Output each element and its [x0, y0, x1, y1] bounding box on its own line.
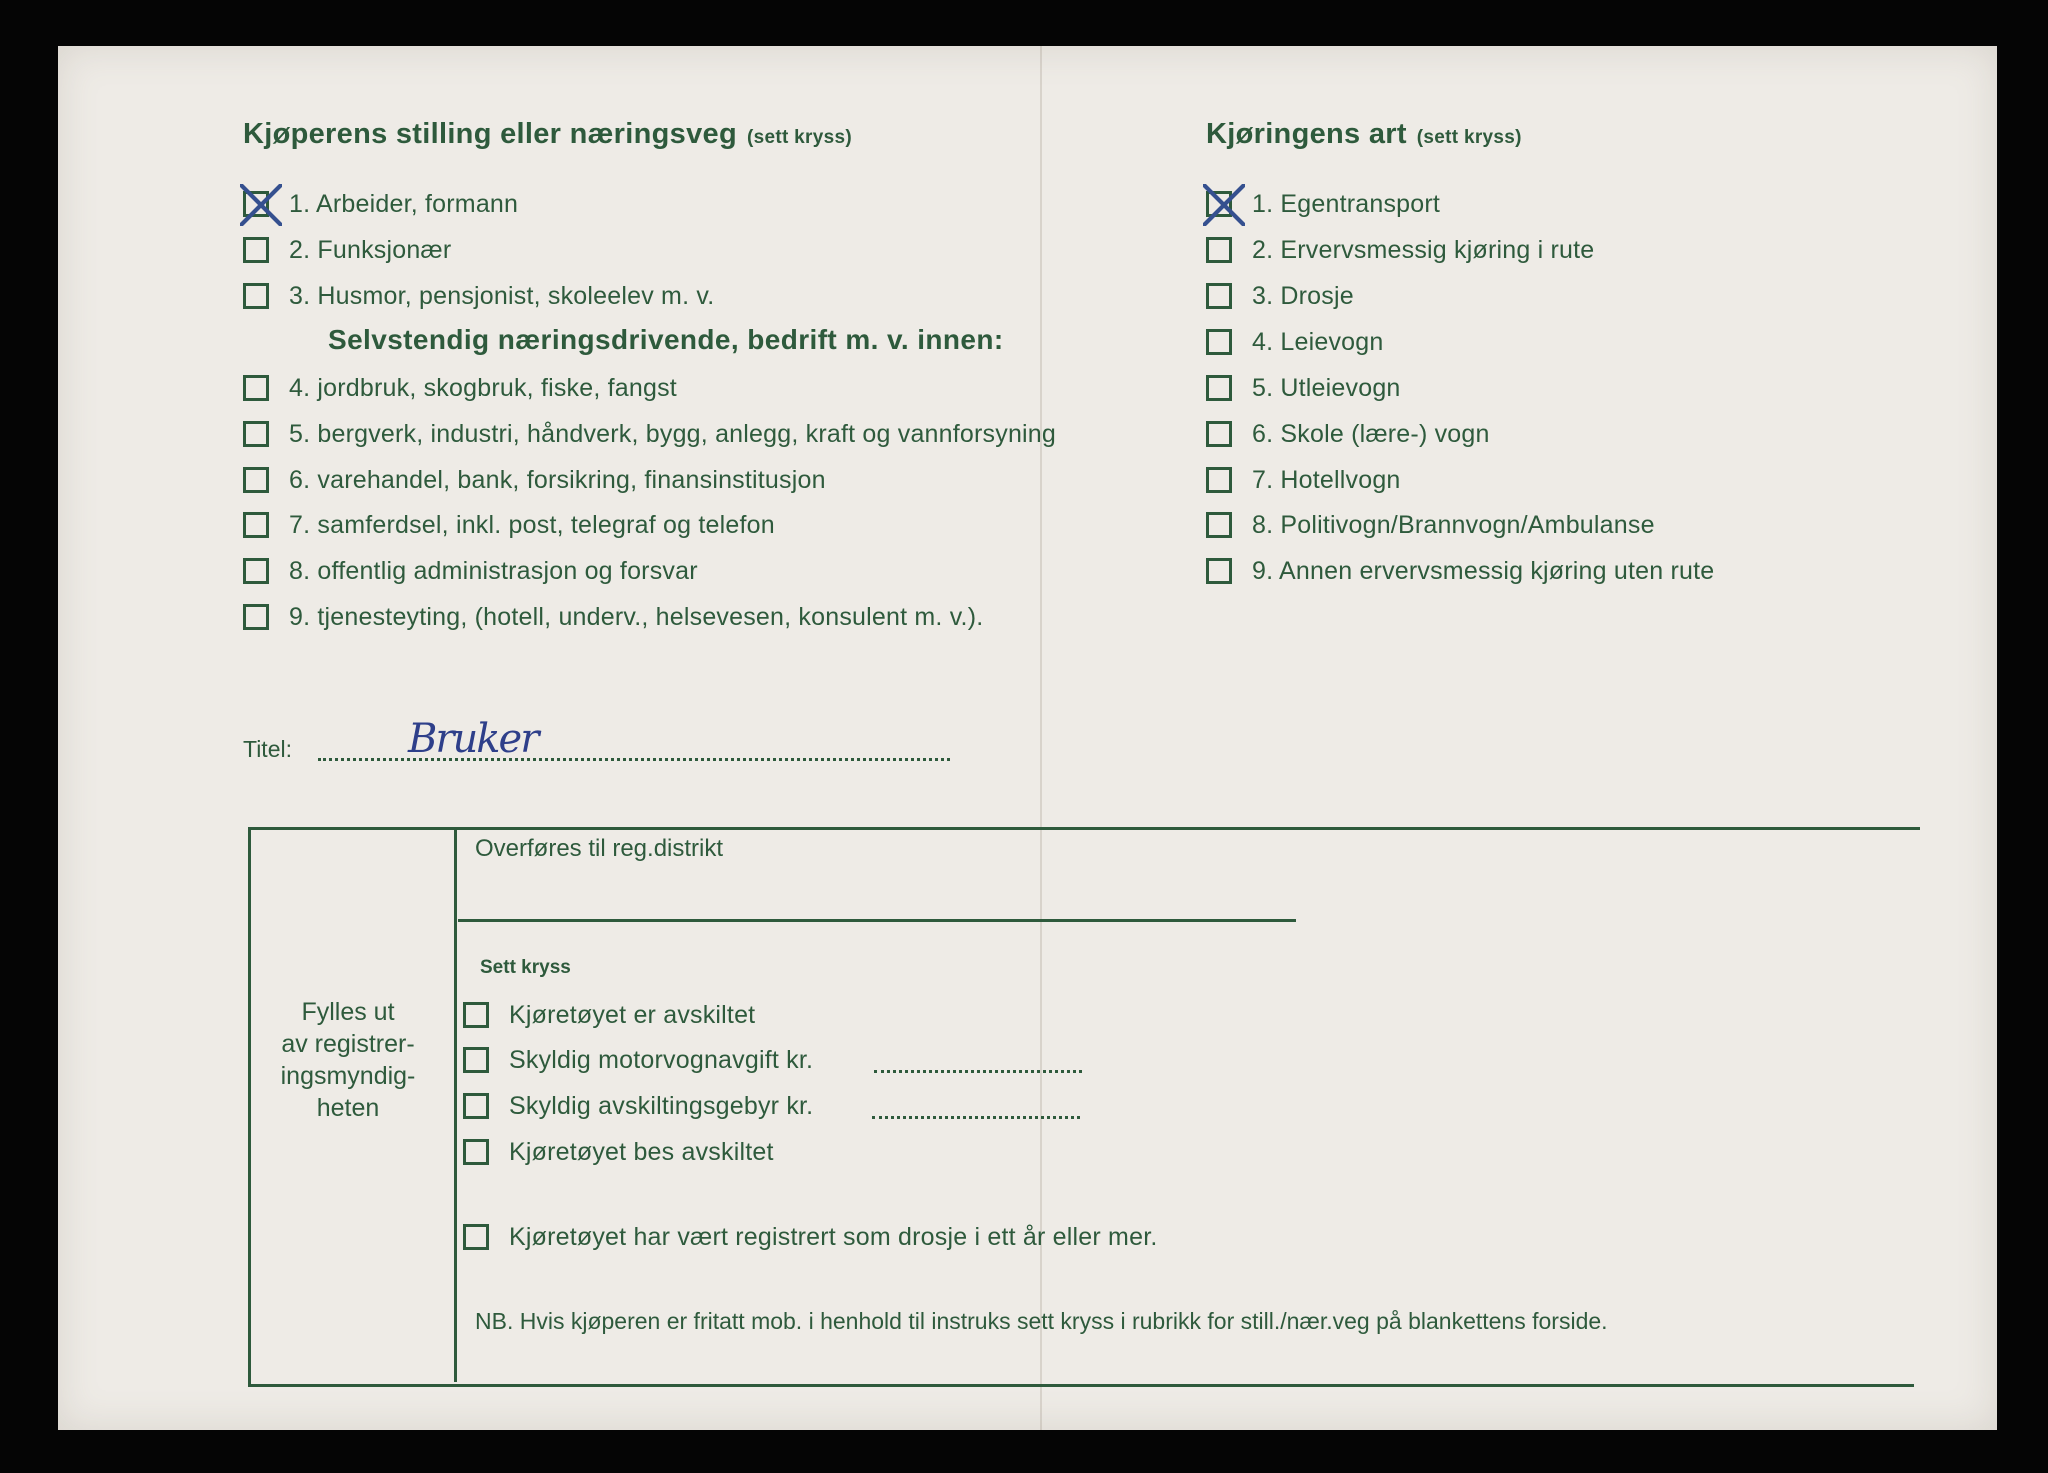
business-checkbox-4[interactable]: [243, 375, 269, 401]
vehicle-tax-amount-line[interactable]: [874, 1070, 1082, 1073]
business-label-9: 9. tjenesteyting, (hotell, underv., helsevesen, konsulent m. v.).: [289, 602, 984, 631]
business-option-4[interactable]: [243, 371, 677, 405]
business-option-5[interactable]: [243, 417, 1056, 451]
driving-checkbox-3[interactable]: [1206, 283, 1232, 309]
registry-label-deregistered: Kjøretøyet er avskiltet: [509, 1000, 756, 1029]
business-checkbox-5[interactable]: [243, 421, 269, 447]
occupation-option-3[interactable]: [243, 279, 714, 313]
registry-option-taxi[interactable]: [463, 1220, 1157, 1254]
self-employed-subheading: Selvstendig næringsdrivende, bedrift m. v. innen:: [328, 324, 1004, 355]
business-checkbox-9[interactable]: [243, 604, 269, 630]
driving-label-1: 1. Egentransport: [1252, 189, 1441, 218]
registry-option-plate-fee[interactable]: [463, 1089, 813, 1123]
driving-checkbox-8[interactable]: [1206, 512, 1232, 538]
registry-option-deregistered[interactable]: [463, 998, 755, 1032]
occupation-checkbox-1[interactable]: [243, 191, 269, 217]
driving-checkbox-1[interactable]: [1206, 191, 1232, 217]
driving-option-3[interactable]: [1206, 279, 1354, 313]
registry-box-top-border: [248, 827, 1920, 830]
side-label-line-4: heten: [316, 1094, 380, 1122]
side-label-line-3: ingsmyndig-: [280, 1062, 416, 1090]
occupation-checkbox-3[interactable]: [243, 283, 269, 309]
business-option-8[interactable]: [243, 554, 698, 588]
driving-option-6[interactable]: [1206, 417, 1490, 451]
driving-option-1[interactable]: [1206, 187, 1440, 221]
registry-checkbox-plate-fee[interactable]: [463, 1093, 489, 1119]
registry-option-vehicle-tax[interactable]: [463, 1043, 813, 1077]
driving-label-9: 9. Annen ervervsmessig kjøring uten rute: [1252, 556, 1715, 585]
driving-option-5[interactable]: [1206, 371, 1401, 405]
registry-box-bottom-border: [248, 1384, 1914, 1387]
driving-checkbox-4[interactable]: [1206, 329, 1232, 355]
occupation-checkbox-2[interactable]: [243, 237, 269, 263]
occupation-option-1[interactable]: [243, 187, 518, 221]
driving-label-7: 7. Hotellvogn: [1252, 465, 1401, 494]
occupation-label-3: 3. Husmor, pensjonist, skoleelev m. v.: [289, 281, 715, 310]
buyer-occupation-hint: (sett kryss): [746, 127, 852, 148]
driving-label-8: 8. Politivogn/Brannvogn/Ambulanse: [1252, 510, 1655, 539]
registry-option-request-deregister[interactable]: [463, 1135, 774, 1169]
registry-checkbox-vehicle-tax[interactable]: [463, 1047, 489, 1073]
exemption-note: NB. Hvis kjøperen er fritatt mob. i henhold til instruks sett kryss i rubrikk for still./nær.veg på blankettens forside.: [475, 1308, 1608, 1334]
business-label-6: 6. varehandel, bank, forsikring, finansinstitusjon: [289, 465, 826, 494]
business-label-8: 8. offentlig administrasjon og forsvar: [289, 556, 698, 585]
driving-type-heading: [1206, 118, 1522, 151]
side-label-line-1: Fylles ut: [301, 998, 395, 1026]
registry-checkbox-request-deregister[interactable]: [463, 1139, 489, 1165]
registry-box-divider: [454, 827, 457, 1382]
registry-checkbox-taxi[interactable]: [463, 1224, 489, 1250]
driving-checkbox-6[interactable]: [1206, 421, 1232, 447]
driving-option-2[interactable]: [1206, 233, 1594, 267]
transfer-district-line[interactable]: [458, 919, 1296, 922]
business-label-4: 4. jordbruk, skogbruk, fiske, fangst: [289, 373, 677, 402]
driving-label-4: 4. Leievogn: [1252, 327, 1384, 356]
registry-label-vehicle-tax: Skyldig motorvognavgift kr.: [509, 1045, 814, 1074]
business-option-7[interactable]: [243, 508, 775, 542]
registry-checkbox-deregistered[interactable]: [463, 1002, 489, 1028]
driving-label-6: 6. Skole (lære-) vogn: [1252, 419, 1490, 448]
check-hint: Sett kryss: [480, 957, 571, 978]
titel-label: Titel:: [243, 736, 292, 762]
driving-checkbox-7[interactable]: [1206, 467, 1232, 493]
occupation-label-1: 1. Arbeider, formann: [289, 189, 519, 218]
driving-label-2: 2. Ervervsmessig kjøring i rute: [1252, 235, 1595, 264]
driving-option-7[interactable]: [1206, 463, 1401, 497]
business-label-5: 5. bergverk, industri, håndverk, bygg, anlegg, kraft og vannforsyning: [289, 419, 1057, 448]
driving-checkbox-5[interactable]: [1206, 375, 1232, 401]
driving-option-9[interactable]: [1206, 554, 1714, 588]
occupation-label-2: 2. Funksjonær: [289, 235, 452, 264]
driving-type-hint: (sett kryss): [1416, 127, 1522, 148]
business-checkbox-7[interactable]: [243, 512, 269, 538]
buyer-occupation-title: Kjøperens stilling eller næringsveg: [243, 118, 737, 150]
driving-option-4[interactable]: [1206, 325, 1383, 359]
buyer-occupation-heading: [243, 118, 852, 151]
business-option-9[interactable]: [243, 600, 983, 634]
driving-label-5: 5. Utleievogn: [1252, 373, 1401, 402]
business-checkbox-8[interactable]: [243, 558, 269, 584]
driving-type-title: Kjøringens art: [1206, 118, 1407, 150]
titel-handwritten-value[interactable]: Bruker: [408, 716, 538, 762]
driving-checkbox-2[interactable]: [1206, 237, 1232, 263]
driving-checkbox-9[interactable]: [1206, 558, 1232, 584]
transfer-district-label: Overføres til reg.distrikt: [475, 835, 724, 862]
registry-authority-label: [248, 996, 448, 1124]
business-label-7: 7. samferdsel, inkl. post, telegraf og telefon: [289, 510, 775, 539]
registry-label-plate-fee: Skyldig avskiltingsgebyr kr.: [509, 1091, 814, 1120]
side-label-line-2: av registrer-: [281, 1030, 415, 1058]
registry-label-request-deregister: Kjøretøyet bes avskiltet: [509, 1137, 774, 1166]
registry-label-taxi: Kjøretøyet har vært registrert som drosje i ett år eller mer.: [509, 1222, 1158, 1251]
driving-option-8[interactable]: [1206, 508, 1655, 542]
business-option-6[interactable]: [243, 463, 826, 497]
occupation-option-2[interactable]: [243, 233, 451, 267]
driving-label-3: 3. Drosje: [1252, 281, 1354, 310]
business-checkbox-6[interactable]: [243, 467, 269, 493]
plate-fee-amount-line[interactable]: [872, 1116, 1080, 1119]
